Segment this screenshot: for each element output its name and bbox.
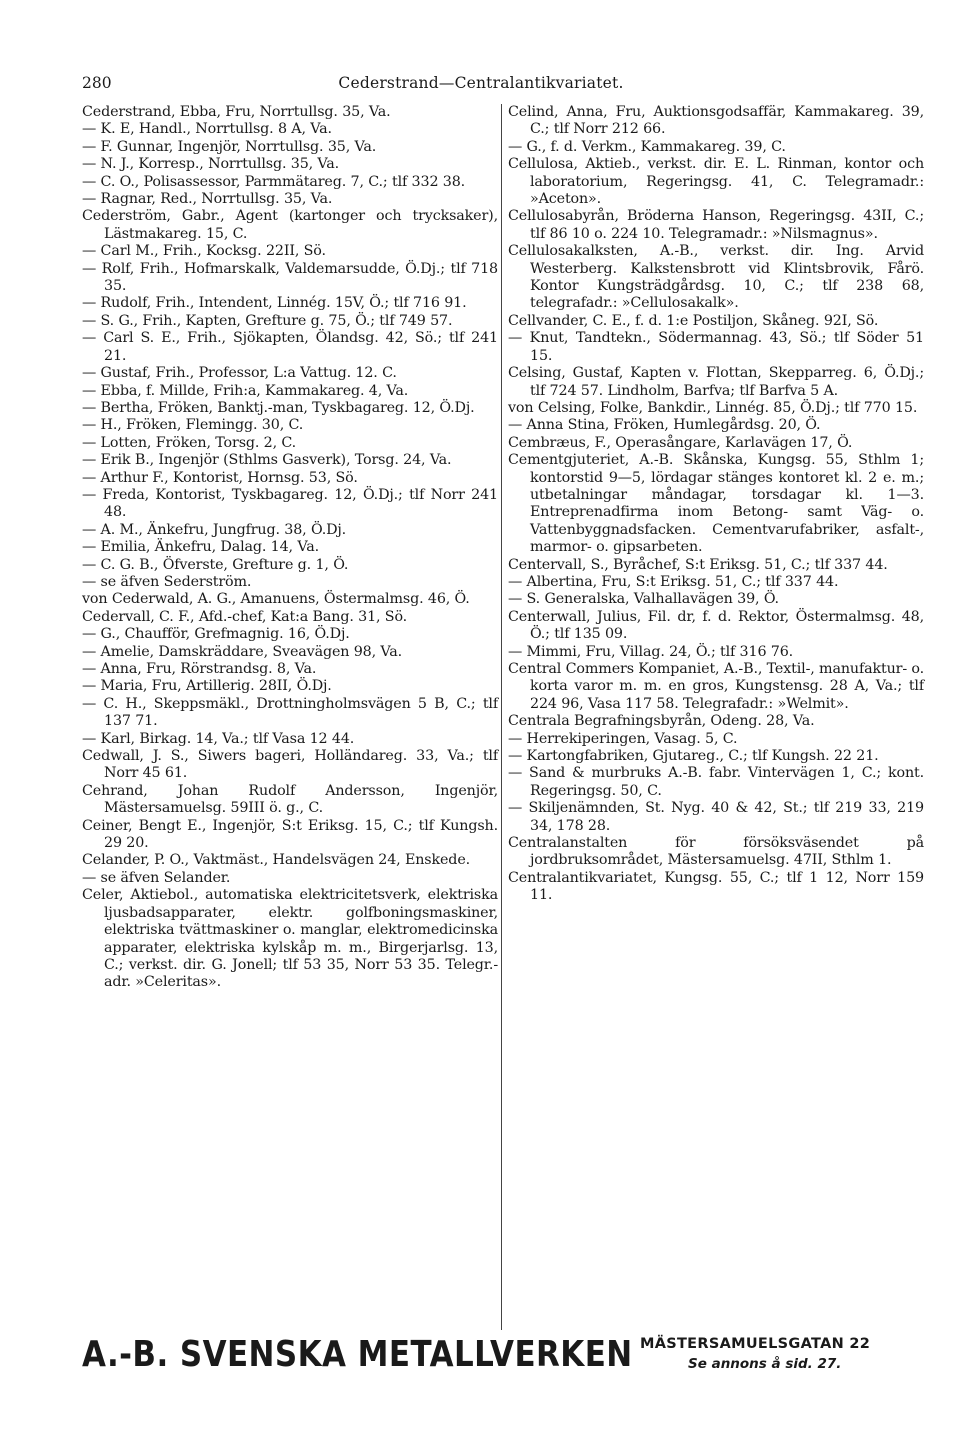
directory-entry: — Carl M., Frih., Kocksg. 22II, Sö. [82,243,326,260]
directory-entry: — Herrekiperingen, Vasag. 5, C. [508,730,738,747]
directory-entry: — Karl, Birkag. 14, Va.; tlf Vasa 12 44. [82,730,355,747]
directory-entry: — G., Chaufför, Grefmagnig. 16, Ö.Dj. [82,626,350,643]
directory-entry: Cellulosakalksten, A.-B., verkst. dir. Ing. Arvid Westerberg. Kalkstensbrott vid Klintsbrovik, Fårö. Kontor Kungsträdgårdsg. 10, C.; tlf 238 68, telegrafadr.: »Cellulosakalk». [508,243,924,312]
directory-entry: Cehrand, Johan Rudolf Andersson, Ingenjör, Mästersamuelsg. 59III ö. g., C. [82,782,498,817]
directory-entry: — Lotten, Fröken, Torsg. 2, C. [82,434,297,451]
page-header [82,74,880,96]
directory-entry: — Skiljenämnden, St. Nyg. 40 & 42, St.; tlf 219 33, 219 34, 178 28. [508,800,924,834]
advert-note: Se annons å sid. 27. [688,1356,842,1372]
directory-entry: — Knut, Tandtekn., Södermannag. 43, Sö.; tlf Söder 51 15. [508,330,924,364]
directory-entry: Ceiner, Bengt E., Ingenjör, S:t Eriksg. 15, C.; tlf Kungsh. 29 20. [82,817,498,852]
directory-entry: — N. J., Korresp., Norrtullsg. 35, Va. [82,156,340,173]
directory-entry: — Emilia, Änkefru, Dalag. 14, Va. [82,539,319,556]
directory-entry: — H., Fröken, Flemingg. 30, C. [82,417,304,434]
running-head: Cederstrand—Centralantikvariatet. [338,74,624,92]
directory-entry: Centralantikvariatet, Kungsg. 55, C.; tlf 1 12, Norr 159 11. [508,869,924,904]
directory-entry: — Maria, Fru, Artillerig. 28II, Ö.Dj. [82,678,332,695]
directory-entry: — S. Generalska, Valhallavägen 39, Ö. [508,591,779,608]
directory-entry: Cellulosabyrån, Bröderna Hanson, Regeringsg. 43II, C.; tlf 86 10 o. 224 10. Telegramadr.: »Nilsmagnus». [508,208,924,242]
directory-entry: Cembræus, F., Operasångare, Karlavägen 17, Ö. [508,434,853,451]
directory-entry: Celer, Aktiebol., automatiska elektricitetsverk, elektriska ljusbadsapparater, elektr. golfboningsmaskiner, elektriska tvättmaskiner o. manglar, elektromedicinska apparater, elektriska kylskåp m. m., Birgerjarlsg. 13, C.; verkst. dir. G. Jonell; tlf 53 35, Norr 53 35. Telegr.-adr. »Celeritas». [82,887,498,991]
right-column [508,104,924,905]
directory-entry: von Cederwald, A. G., Amanuens, Östermalmsg. 46, Ö. [82,591,470,608]
left-column [82,104,498,992]
directory-entry: Centervall, S., Byråchef, S:t Eriksg. 51, C.; tlf 337 44. [508,556,888,573]
directory-entry: Cederström, Gabr., Agent (kartonger och trycksaker), Lästmakareg. 15, C. [82,208,498,242]
directory-entry: von Celsing, Folke, Bankdir., Linnég. 85, Ö.Dj.; tlf 770 15. [508,399,918,416]
directory-entry: — Erik B., Ingenjör (Sthlms Gasverk), Torsg. 24, Va. [82,452,452,469]
directory-entry: Cellvander, C. E., f. d. 1:e Postiljon, Skåneg. 92I, Sö. [508,312,879,329]
directory-entry: Centrala Begrafningsbyrån, Odeng. 28, Va. [508,713,815,730]
directory-entry: — S. G., Frih., Kapten, Grefture g. 75, Ö.; tlf 749 57. [82,312,453,329]
directory-entry: — K. E, Handl., Norrtullsg. 8 A, Va. [82,121,332,138]
directory-entry: — Carl S. E., Frih., Sjökapten, Ölandsg. 42, Sö.; tlf 241 21. [82,330,498,364]
directory-entry: — C. H., Skeppsmäkl., Drottningholmsvägen 5 B, C.; tlf 137 71. [82,695,498,730]
directory-entry: — Arthur F., Kontorist, Hornsg. 53, Sö. [82,469,358,486]
advert-address: MÄSTERSAMUELSGATAN 22 [640,1336,871,1352]
directory-entry: — Freda, Kontorist, Tyskbagareg. 12, Ö.Dj.; tlf Norr 241 48. [82,486,498,521]
directory-entry: — F. Gunnar, Ingenjör, Norrtullsg. 35, Va. [82,138,377,155]
directory-entry: — Bertha, Fröken, Banktj.-man, Tyskbagareg. 12, Ö.Dj. [82,399,475,416]
directory-entry: Centerwall, Julius, Fil. dr, f. d. Rektor, Östermalmsg. 48, Ö.; tlf 135 09. [508,608,924,643]
directory-entry: — C. O., Polisassessor, Parmmätareg. 7, C.; tlf 332 38. [82,173,466,190]
directory-entry: — Anna Stina, Fröken, Humlegårdsg. 20, Ö. [508,417,821,434]
directory-entry: Centralanstalten för försöksväsendet på jordbruksområdet, Mästersamuelsg. 47II, Sthlm 1. [508,835,924,869]
directory-entry: — Albertina, Fru, S:t Eriksg. 51, C.; tlf 337 44. [508,573,839,590]
directory-entry: — Amelie, Damskräddare, Sveavägen 98, Va. [82,643,403,660]
directory-entry: Central Commers Kompaniet, A.-B., Textil-, manufaktur- o. korta varor m. m. en gros, Kungstensg. 28 A, Va.; tlf 224 96, Vasa 117 58. Telegrafadr.: »Welmit». [508,661,924,712]
directory-entry: Celander, P. O., Vaktmäst., Handelsvägen 24, Enskede. [82,852,471,869]
directory-entry: — G., f. d. Verkm., Kammakareg. 39, C. [508,138,786,155]
directory-entry: — Rudolf, Frih., Intendent, Linnég. 15V, Ö.; tlf 716 91. [82,295,467,312]
directory-entry: Cementgjuteriet, A.-B. Skånska, Kungsg. 55, Sthlm 1; kontorstid 9—5, lördagar stänges kontoret kl. 2 e. m.; utbetalningar måndagar, torsdagar kl. 1—3. Entreprenadfirma inom Betong- samt Väg- o. Vattenbyggnadsfacken. Cementvarufabriker, asfalt-, marmor- o. gipsarbeten. [508,452,924,556]
directory-entry: — se äfven Selander. [82,869,231,886]
directory-entry: — Gustaf, Frih., Professor, L:a Vattug. 12. C. [82,365,397,382]
directory-entry: — Rolf, Frih., Hofmarskalk, Valdemarsudde, Ö.Dj.; tlf 718 35. [82,260,498,295]
directory-entry: Celind, Anna, Fru, Auktionsgodsaffär, Kammakareg. 39, C.; tlf Norr 212 66. [508,104,924,138]
directory-entry: — Sand & murbruks A.-B. fabr. Vintervägen 1, C.; kont. Regeringsg. 50, C. [508,765,924,799]
directory-entry: Celsing, Gustaf, Kapten v. Flottan, Skepparreg. 6, Ö.Dj.; tlf 724 57. Lindholm, Barfva; tlf Barfva 5 A. [508,365,924,399]
page-number: 280 [82,74,112,92]
directory-entry: Cedervall, C. F., Afd.-chef, Kat:a Bang. 31, Sö. [82,608,408,625]
column-divider [501,104,502,1330]
advertisement [82,1334,922,1386]
advert-company: A.-B. SVENSKA METALLVERKEN [82,1334,633,1375]
directory-entry: Cellulosa, Aktieb., verkst. dir. E. L. Rinman, kontor och laboratorium, Regeringsg. 41, C. Telegramadr.: »Aceton». [508,156,924,208]
directory-entry: — Ragnar, Red., Norrtullsg. 35, Va. [82,191,333,208]
directory-entry: — A. M., Änkefru, Jungfrug. 38, Ö.Dj. [82,521,347,538]
directory-entry: — Anna, Fru, Rörstrandsg. 8, Va. [82,661,317,677]
directory-entry: — Kartongfabriken, Gjutareg., C.; tlf Kungsh. 22 21. [508,748,879,765]
directory-entry: — Ebba, f. Millde, Frih:a, Kammakareg. 4, Va. [82,382,409,399]
directory-entry: — C. G. B., Öfverste, Grefture g. 1, Ö. [82,556,349,573]
directory-entry: Cederstrand, Ebba, Fru, Norrtullsg. 35, Va. [82,104,391,120]
directory-entry: — Mimmi, Fru, Villag. 24, Ö.; tlf 316 76. [508,643,794,660]
directory-entry: Cedwall, J. S., Siwers bageri, Holländareg. 33, Va.; tlf Norr 45 61. [82,748,498,782]
directory-entry: — se äfven Sederström. [82,573,252,590]
